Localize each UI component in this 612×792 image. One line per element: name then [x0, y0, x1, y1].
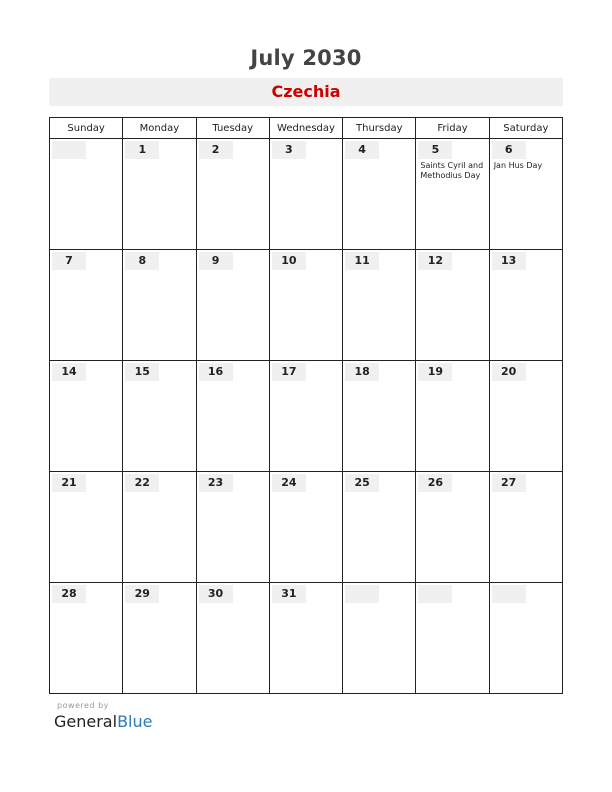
- day-number: 26: [418, 474, 452, 492]
- calendar-day-cell: [196, 361, 269, 472]
- weekday-header: Tuesday: [196, 118, 269, 139]
- calendar-day-cell: [343, 250, 416, 361]
- day-number: [492, 585, 526, 603]
- day-number: 8: [125, 252, 159, 270]
- weekday-header: Saturday: [489, 118, 562, 139]
- day-number: 13: [492, 252, 526, 270]
- calendar-day-cell: [416, 472, 489, 583]
- calendar-day-cell: [416, 250, 489, 361]
- day-number: 16: [199, 363, 233, 381]
- calendar-day-cell: [123, 250, 196, 361]
- day-number: 2: [199, 141, 233, 159]
- calendar-body: [50, 139, 563, 694]
- calendar-day-cell: [123, 139, 196, 250]
- weekday-header: Sunday: [50, 118, 123, 139]
- calendar-day-cell: [50, 583, 123, 694]
- powered-by-label: powered by: [57, 701, 109, 710]
- day-number: 31: [272, 585, 306, 603]
- calendar-day-cell: [343, 472, 416, 583]
- calendar-day-cell: [50, 472, 123, 583]
- country-banner: [49, 78, 563, 106]
- day-number: [418, 585, 452, 603]
- calendar-day-cell: [269, 583, 342, 694]
- day-number: 14: [52, 363, 86, 381]
- calendar-day-cell: [269, 139, 342, 250]
- day-number: 22: [125, 474, 159, 492]
- weekday-header: Friday: [416, 118, 489, 139]
- brand-blue: Blue: [117, 712, 153, 731]
- calendar-day-cell: [416, 139, 489, 250]
- calendar-day-cell: [489, 361, 562, 472]
- calendar-week-row: [50, 250, 563, 361]
- day-number: 7: [52, 252, 86, 270]
- calendar-day-cell: [196, 472, 269, 583]
- weekday-header: Monday: [123, 118, 196, 139]
- calendar-day-cell: [269, 472, 342, 583]
- day-number: 15: [125, 363, 159, 381]
- calendar-day-cell: [196, 139, 269, 250]
- day-number: 19: [418, 363, 452, 381]
- calendar-day-cell: [269, 250, 342, 361]
- calendar-day-cell: [489, 250, 562, 361]
- day-number: 29: [125, 585, 159, 603]
- day-number: 5: [418, 141, 452, 159]
- day-number: 18: [345, 363, 379, 381]
- calendar-day-cell: [489, 583, 562, 694]
- brand-general: General: [54, 712, 118, 731]
- calendar-week-row: [50, 472, 563, 583]
- day-number: 10: [272, 252, 306, 270]
- day-number: [345, 585, 379, 603]
- calendar-day-cell: [123, 361, 196, 472]
- day-number: 11: [345, 252, 379, 270]
- weekday-header: Wednesday: [269, 118, 342, 139]
- generalblue-logo[interactable]: [54, 712, 152, 731]
- weekday-header-row: [50, 118, 563, 139]
- day-number: 1: [125, 141, 159, 159]
- calendar-day-cell: [489, 139, 562, 250]
- day-number: 28: [52, 585, 86, 603]
- calendar-day-cell: [416, 361, 489, 472]
- day-number: 24: [272, 474, 306, 492]
- calendar-day-cell: [196, 583, 269, 694]
- day-number: 25: [345, 474, 379, 492]
- day-number: 20: [492, 363, 526, 381]
- calendar-week-row: [50, 139, 563, 250]
- weekday-header: Thursday: [343, 118, 416, 139]
- country-name: Czechia: [271, 82, 341, 101]
- calendar-day-cell: [343, 139, 416, 250]
- day-number: 17: [272, 363, 306, 381]
- day-number: 6: [492, 141, 526, 159]
- holiday-label: Jan Hus Day: [493, 161, 543, 170]
- calendar-day-cell: [50, 361, 123, 472]
- calendar-week-row: [50, 583, 563, 694]
- day-number: 9: [199, 252, 233, 270]
- calendar-day-cell: [50, 139, 123, 250]
- calendar-day-cell: [343, 361, 416, 472]
- holiday-label: Saints Cyril and Methodius Day: [420, 161, 484, 180]
- day-number: 23: [199, 474, 233, 492]
- calendar-day-cell: [269, 361, 342, 472]
- calendar-title: July 2030: [250, 46, 362, 70]
- calendar-day-cell: [196, 250, 269, 361]
- calendar-day-cell: [50, 250, 123, 361]
- day-number: 3: [272, 141, 306, 159]
- day-number: [52, 141, 86, 159]
- day-number: 12: [418, 252, 452, 270]
- day-number: 4: [345, 141, 379, 159]
- calendar-week-row: [50, 361, 563, 472]
- calendar-day-cell: [123, 472, 196, 583]
- day-number: 27: [492, 474, 526, 492]
- calendar-grid: [49, 117, 563, 694]
- calendar-day-cell: [123, 583, 196, 694]
- calendar-day-cell: [489, 472, 562, 583]
- day-number: 21: [52, 474, 86, 492]
- calendar-day-cell: [343, 583, 416, 694]
- day-number: 30: [199, 585, 233, 603]
- calendar-day-cell: [416, 583, 489, 694]
